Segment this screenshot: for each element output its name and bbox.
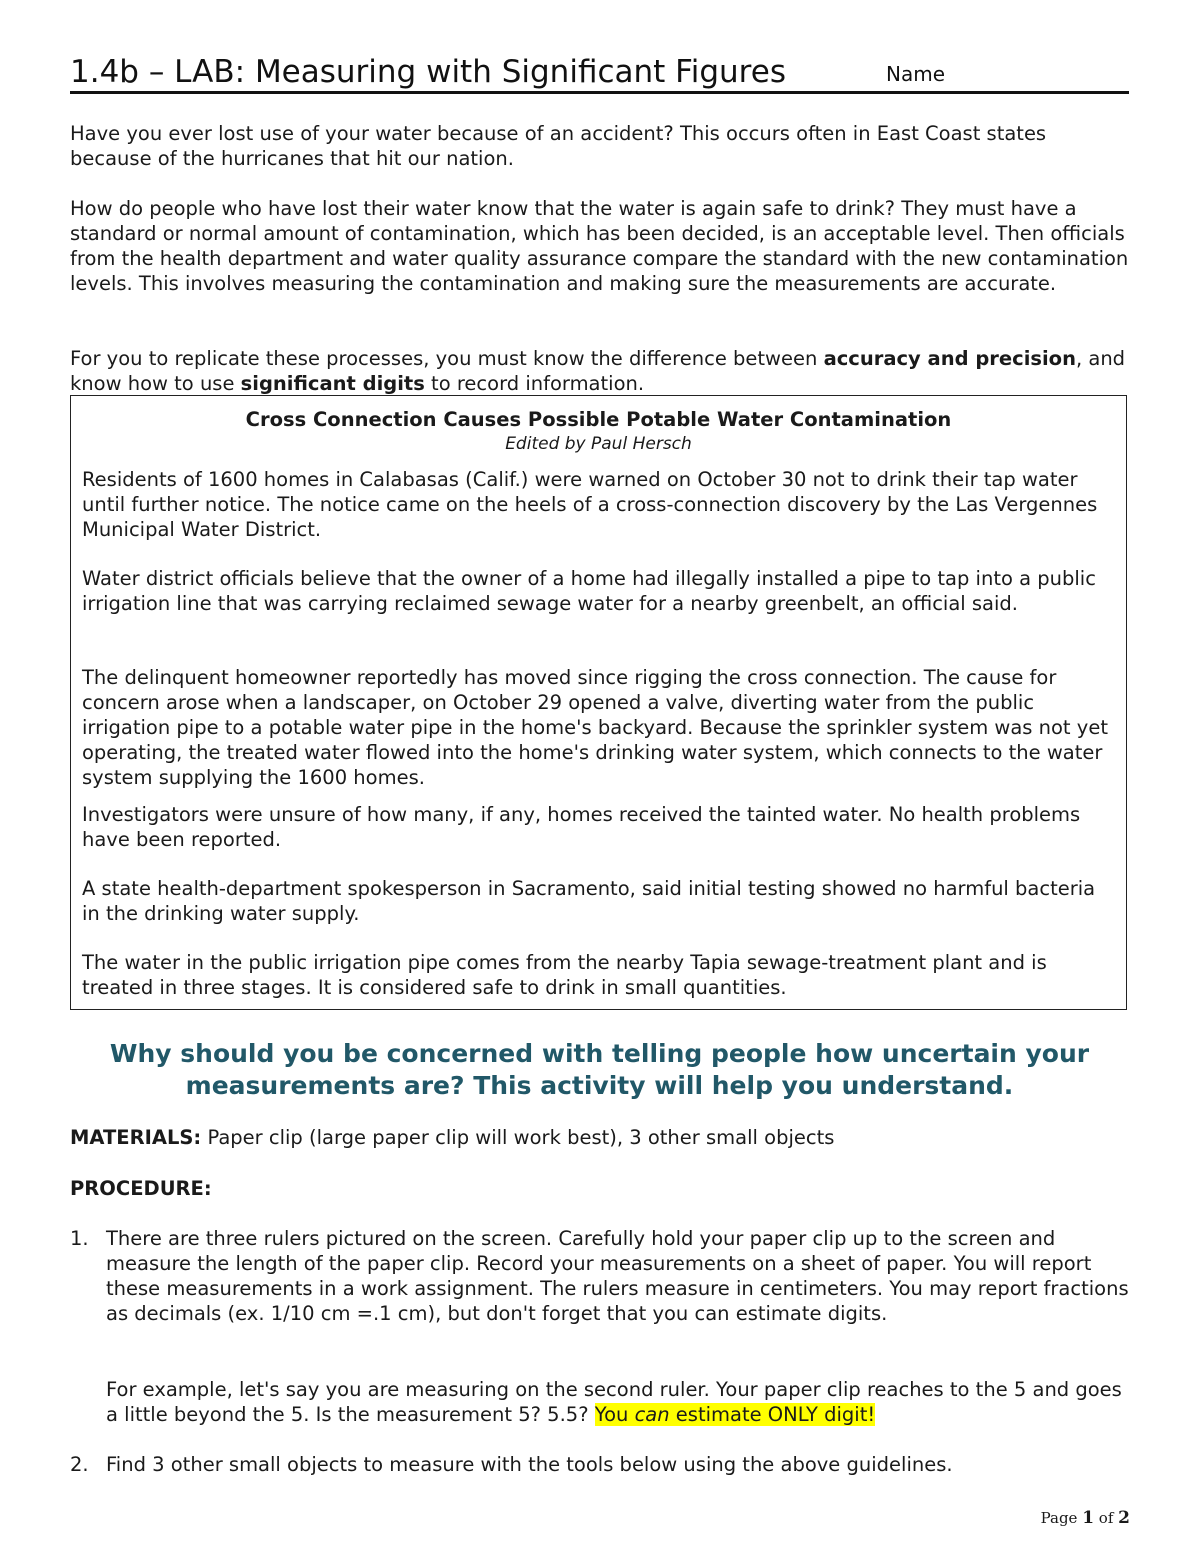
highlight-text-can: can [634, 1403, 670, 1426]
materials-line [70, 1125, 834, 1150]
name-label: Name [886, 62, 946, 86]
article-byline: Edited by Paul Hersch [505, 434, 692, 454]
step-1-text: There are three rulers pictured on the screen. Carefully hold your paper clip up to the screen and measure the length of the paper clip. Record your measurements on a sheet of paper. You will report these measurements in a work assignment. The rulers measure in centimeters. You may report fractions as decimals (ex. 1/10 cm =.1 cm), but don't forget that you can estimate digits. [106, 1227, 1129, 1325]
article-paragraph-2: Water district officials believe that the owner of a home had illegally installed a pipe to tap into a public irrigation line that was carrying reclaimed sewage water for a nearby greenbelt, an official said. [82, 567, 1096, 615]
intro-paragraph-2: How do people who have lost their water know that the water is again safe to drink? They must have a standard or normal amount of contamination, which has been decided, is an acceptable level. Then officials from the health department and water quality assurance compare the standard with the new contamination levels. This involves measuring the contamination and making sure the measurements are accurate. [70, 197, 1129, 295]
step-1-example-text [106, 1377, 1129, 1427]
highlight-text-a: You [594, 1403, 635, 1426]
step-1-number: 1. [70, 1227, 89, 1250]
footer-of-word: of [1094, 1509, 1119, 1527]
article-paragraph-4: Investigators were unsure of how many, if any, homes received the tainted water. No health problems have been reported. [82, 803, 1081, 851]
procedure-heading [70, 1176, 212, 1201]
title-row [70, 52, 1129, 92]
intro-p3-text-a: For you to replicate these processes, you must know the difference between [70, 347, 824, 370]
article-paragraph-5: A state health-department spokesperson in Sacramento, said initial testing showed no harmful bacteria in the drinking water supply. [82, 877, 1096, 925]
page-title: 1.4b – LAB: Measuring with Significant Figures [70, 54, 786, 90]
page-footer [1020, 1508, 1130, 1528]
step-2-number: 2. [70, 1453, 89, 1476]
materials-text: Paper clip (large paper clip will work best), 3 other small objects [201, 1126, 835, 1149]
significant-digits-term: significant digits [240, 372, 425, 395]
intro-p3-text-c: , and know how to use [70, 347, 1126, 395]
step-1-example-body: For example, let's say you are measuring on the second ruler. Your paper clip reaches to the 5 and goes a little beyond the 5. Is the measurement 5? 5.5? [106, 1378, 1122, 1426]
article-box [70, 395, 1127, 1010]
accuracy-precision-term: accuracy and precision [823, 347, 1076, 370]
estimate-highlight [595, 1403, 875, 1426]
intro-paragraph-1: Have you ever lost use of your water because of an accident? This occurs often in East Coast states because of the hurricanes that hit our nation. [70, 122, 1047, 170]
article-paragraph-3: The delinquent homeowner reportedly has moved since rigging the cross connection. The cause for concern arose when a landscaper, on October 29 opened a valve, diverting water from the public irrigation pipe to a potable water pipe in the home's backyard. Because the sprinkler system was not yet operating, the treated water flowed into the home's drinking water system, which connects to the water system supplying the 1600 homes. [82, 666, 1108, 789]
guiding-question: Why should you be concerned with telling people how uncertain your measurements are? This activity will help you understand. [109, 1039, 1090, 1100]
article-paragraph-1: Residents of 1600 homes in Calabasas (Calif.) were warned on October 30 not to drink their tap water until further notice. The notice came on the heels of a cross-connection discovery by the Las Vergennes Municipal Water District. [82, 468, 1098, 541]
highlight-text-c: estimate ONLY digit! [669, 1403, 876, 1426]
procedure-step-2 [70, 1452, 1129, 1478]
intro-p3-text-e: to record information. [424, 372, 645, 395]
intro-paragraph-3 [70, 346, 1129, 396]
procedure-step-1-example [70, 1377, 1129, 1429]
footer-page-word: Page [1040, 1509, 1083, 1527]
article-title: Cross Connection Causes Possible Potable Water Contamination [245, 408, 952, 431]
article-paragraph-6: The water in the public irrigation pipe comes from the nearby Tapia sewage-treatment plant and is treated in three stages. It is considered safe to drink in small quantities. [82, 951, 1047, 999]
procedure-step-1 [70, 1226, 1129, 1356]
step-2-text: Find 3 other small objects to measure with the tools below using the above guidelines. [106, 1453, 953, 1476]
title-rule [70, 91, 1129, 94]
materials-label: MATERIALS: [70, 1126, 202, 1149]
footer-page-number: 1 [1082, 1508, 1095, 1528]
footer-page-total: 2 [1118, 1508, 1130, 1528]
procedure-heading-text: PROCEDURE: [70, 1177, 212, 1200]
